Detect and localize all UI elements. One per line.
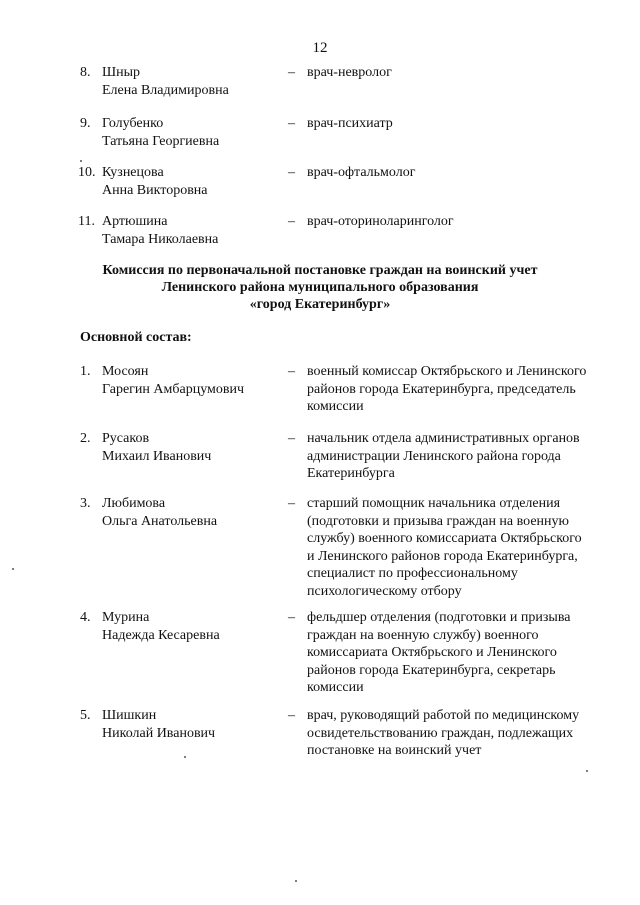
person-name: Мурина Надежда Кесаревна: [102, 610, 220, 643]
person-role: врач, руководящий работой по медицинскому освидетельствованию граждан, подлежащих постановке на воинский учет: [307, 708, 580, 758]
item-number: 8.: [80, 65, 91, 80]
dash: –: [288, 431, 295, 446]
item-number: 5.: [80, 708, 91, 723]
item-number: 9.: [80, 116, 91, 131]
person-role: врач-психиатр: [307, 116, 393, 131]
scan-speck: [80, 160, 82, 162]
person-role: старший помощник начальника отделения (подготовки и призыва граждан на военную службу) военного комиссариата Октябрьского и Ленинского районов города Екатеринбурга, специалист по профессиональному психологическому отбору: [307, 496, 582, 599]
person-role: врач-офтальмолог: [307, 165, 416, 180]
item-number: 2.: [80, 431, 91, 446]
item-number: 3.: [80, 496, 91, 511]
item-number: 1.: [80, 364, 91, 379]
person-name: Артюшина Тамара Николаевна: [102, 214, 219, 247]
commission-heading: Комиссия по первоначальной постановке граждан на воинский учет Ленинского района муниципального образования «город Екатеринбург»: [102, 263, 538, 312]
person-role: фельдшер отделения (подготовки и призыва граждан на военную службу) военного комиссариата Октябрьского и Ленинского районов города Екатеринбурга, секретарь комиссии: [307, 610, 571, 695]
person-name: Русаков Михаил Иванович: [102, 431, 212, 464]
dash: –: [288, 116, 295, 131]
person-name: Шныр Елена Владимировна: [102, 65, 229, 98]
dash: –: [288, 364, 295, 379]
scan-speck: [586, 770, 588, 772]
scan-speck: [12, 568, 14, 570]
person-role: начальник отдела административных органов администрации Ленинского района города Екатеринбурга: [307, 431, 580, 481]
dash: –: [288, 610, 295, 625]
dash: –: [288, 496, 295, 511]
person-name: Кузнецова Анна Викторовна: [102, 165, 208, 198]
item-number: 10.: [78, 165, 96, 180]
dash: –: [288, 165, 295, 180]
scan-speck: [295, 880, 297, 882]
person-name: Мосоян Гарегин Амбарцумович: [102, 364, 245, 397]
person-name: Голубенко Татьяна Георгиевна: [102, 116, 220, 149]
person-name: Любимова Ольга Анатольевна: [102, 496, 218, 529]
section-subheading: Основной состав:: [80, 330, 192, 345]
item-number: 4.: [80, 610, 91, 625]
person-role: военный комиссар Октябрьского и Ленинского районов города Екатеринбурга, председатель комиссии: [307, 364, 587, 414]
scan-speck: [184, 756, 186, 758]
dash: –: [288, 214, 295, 229]
person-role: врач-невролог: [307, 65, 392, 80]
person-name: Шишкин Николай Иванович: [102, 708, 216, 741]
page-number: 12: [312, 40, 328, 56]
dash: –: [288, 65, 295, 80]
item-number: 11.: [78, 214, 95, 229]
dash: –: [288, 708, 295, 723]
person-role: врач-оториноларинголог: [307, 214, 454, 229]
